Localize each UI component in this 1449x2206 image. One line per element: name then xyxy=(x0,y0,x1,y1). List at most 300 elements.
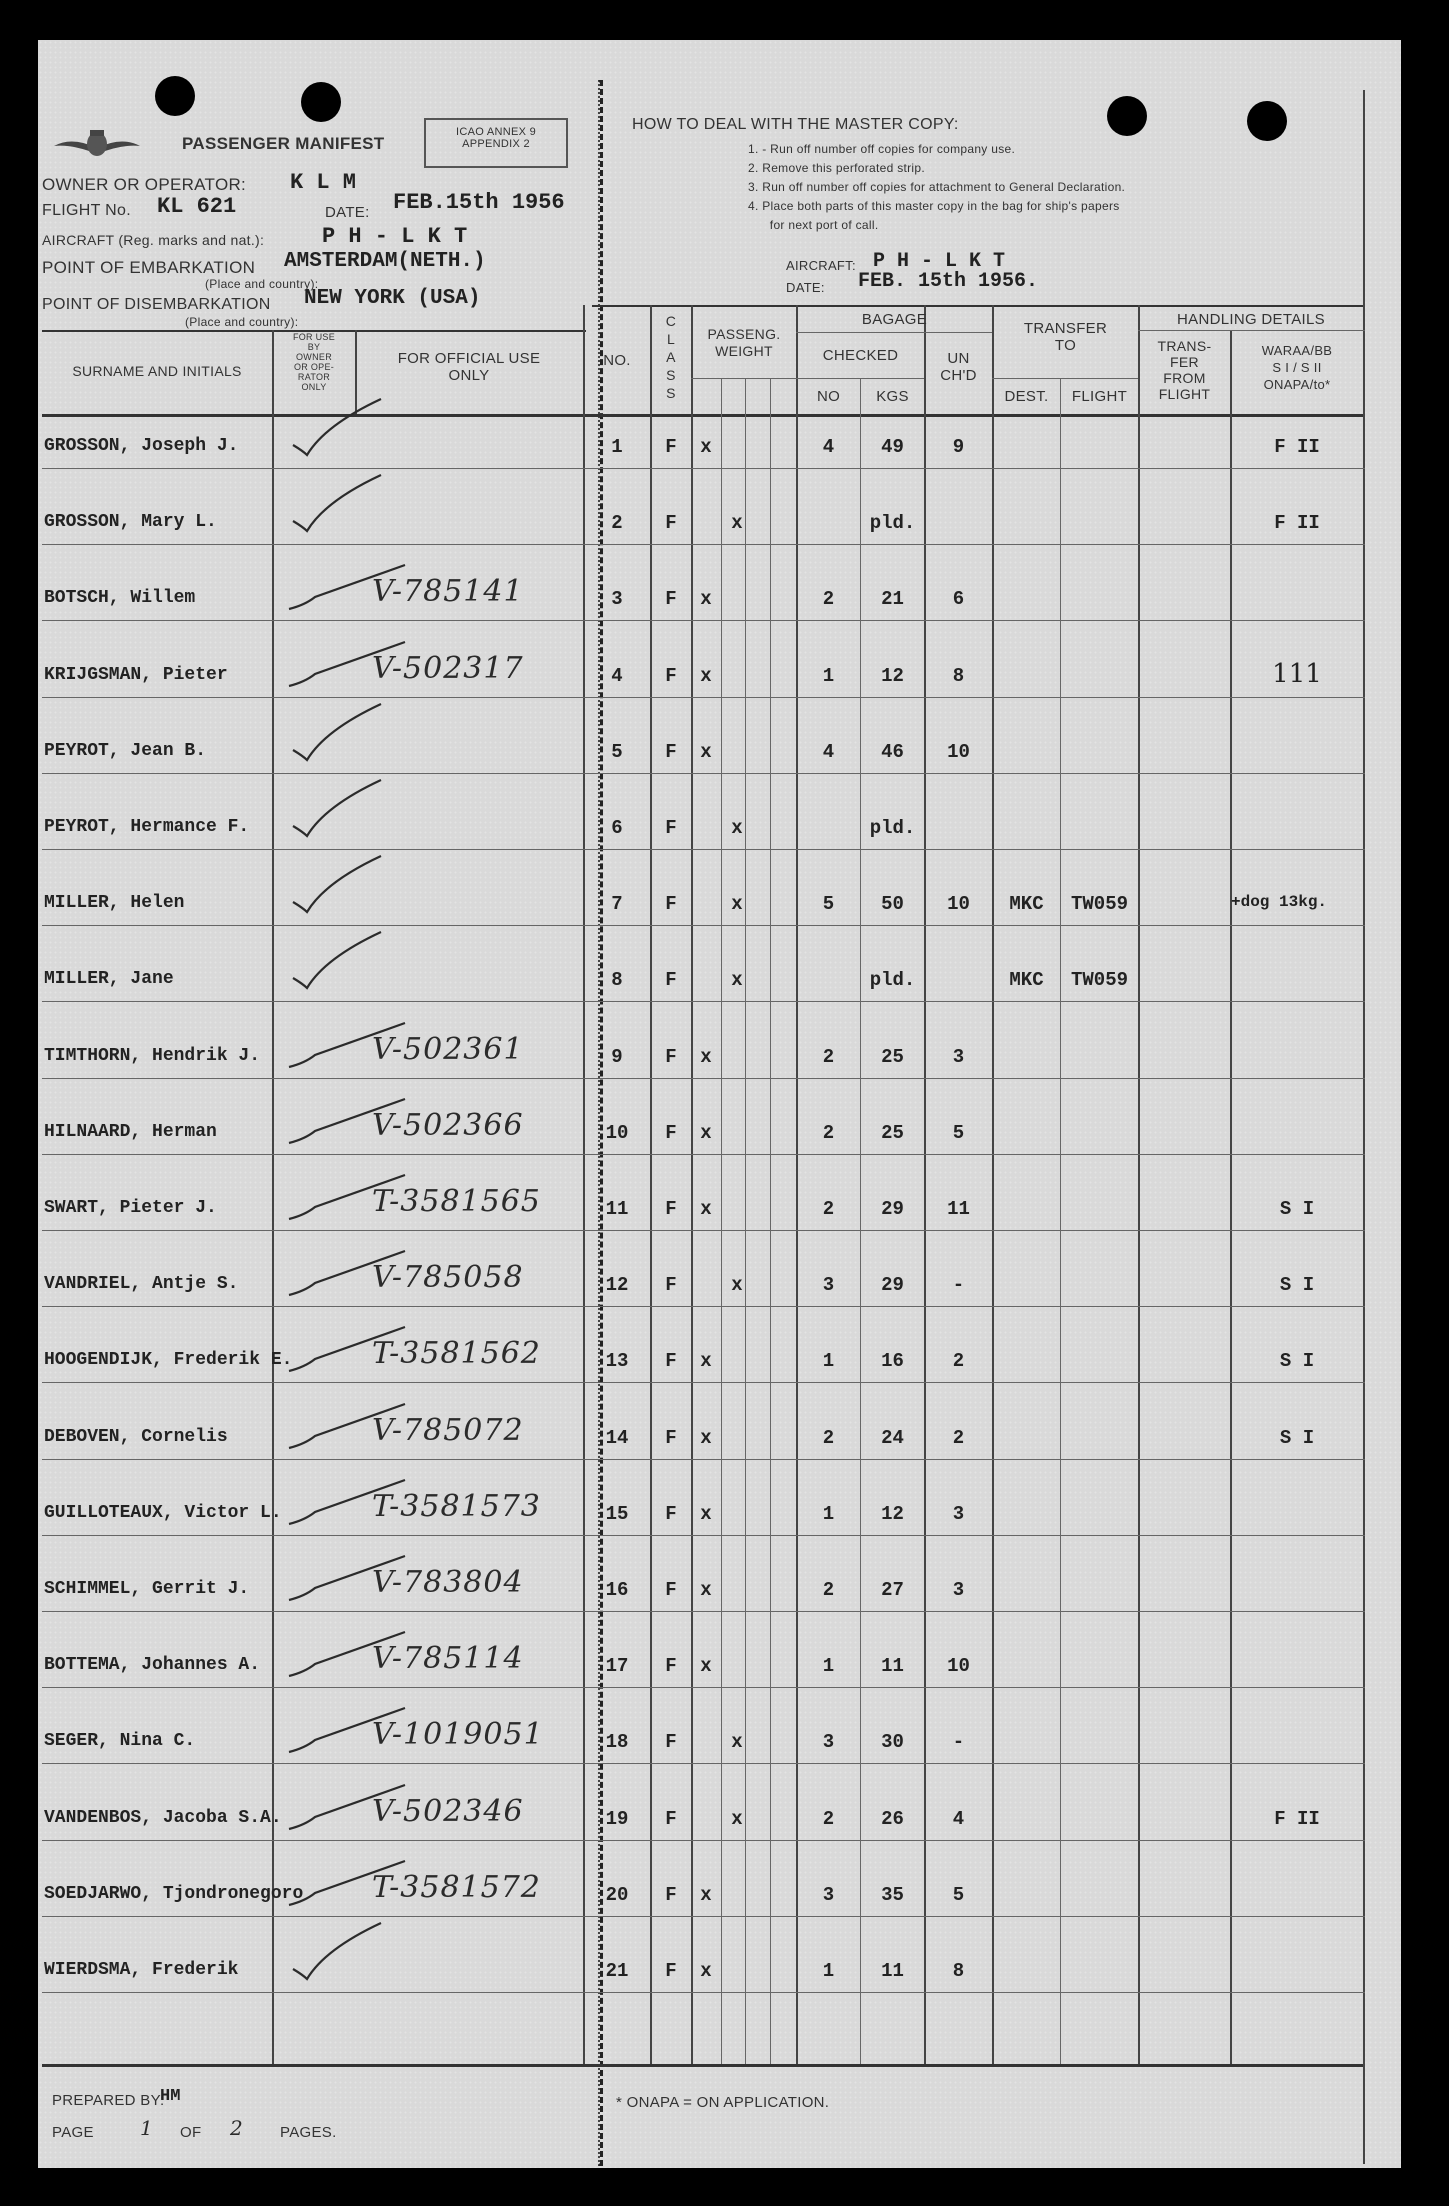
unchecked-kgs: 10 xyxy=(947,1655,970,1678)
col-handling: HANDLING DETAILS xyxy=(1177,311,1325,328)
bag-count: 2 xyxy=(822,588,835,611)
weight-mark: x xyxy=(731,512,743,535)
passenger-class: F xyxy=(665,969,677,992)
official-number: T-3581565 xyxy=(372,1184,541,1219)
flight-label: FLIGHT No. xyxy=(42,202,131,219)
passenger-no: 4 xyxy=(611,664,623,687)
master-step-1: 1. - Run off number off copies for company use. xyxy=(748,142,1016,156)
passenger-name: SEGER, Nina C. xyxy=(44,1731,196,1752)
row-divider xyxy=(42,1992,1365,1993)
row-divider xyxy=(42,468,1365,469)
row-divider xyxy=(42,1230,1365,1231)
official-number: V-785141 xyxy=(372,574,524,610)
passenger-class: F xyxy=(665,1807,677,1830)
bag-count: 4 xyxy=(822,740,835,763)
col-sep xyxy=(924,305,926,2064)
row-divider xyxy=(42,1763,1365,1764)
bag-kgs: 11 xyxy=(881,1655,904,1678)
handling-detail: +dog 13kg. xyxy=(1231,893,1328,912)
weight-mark: x xyxy=(731,1731,743,1754)
passenger-class: F xyxy=(665,1045,677,1068)
check-mark-icon xyxy=(285,1462,425,1532)
unchecked-kgs: 5 xyxy=(952,1883,965,1906)
passenger-name: GROSSON, Joseph J. xyxy=(44,436,239,456)
passenger-name: TIMTHORN, Hendrik J. xyxy=(44,1045,261,1066)
passenger-name: MILLER, Jane xyxy=(44,969,174,990)
col-sep xyxy=(583,305,585,2064)
passenger-name: GROSSON, Mary L. xyxy=(44,512,217,533)
bag-count: 1 xyxy=(822,1960,835,1982)
col-no: NO. xyxy=(603,352,631,369)
passenger-class: F xyxy=(665,1121,677,1144)
disembarkation-label: POINT OF DISEMBARKATION xyxy=(42,296,271,313)
check-mark-icon xyxy=(285,471,425,541)
passenger-name: VANDENBOS, Jacoba S.A. xyxy=(44,1807,282,1828)
row-divider xyxy=(42,849,1365,850)
bag-kgs: 12 xyxy=(881,1502,904,1525)
punch-hole xyxy=(301,82,341,122)
transfer-line: TO xyxy=(1054,337,1077,354)
passenger-name: BOTTEMA, Johannes A. xyxy=(44,1655,261,1676)
bag-kgs: 11 xyxy=(881,1960,904,1982)
date-value: FEB.15th 1956 xyxy=(393,190,565,215)
col-transfer-from xyxy=(1139,338,1230,402)
col-waraa xyxy=(1231,342,1363,393)
handling-rule xyxy=(1138,330,1365,331)
bag-kgs: 29 xyxy=(881,1198,904,1220)
col-sep xyxy=(796,305,798,2064)
row-divider xyxy=(42,620,1365,621)
bag-count: 3 xyxy=(822,1883,835,1906)
passenger-class: F xyxy=(665,1502,677,1525)
passenger-name: HILNAARD, Herman xyxy=(44,1121,217,1142)
official-number: T-3581562 xyxy=(372,1336,541,1372)
check-mark-icon xyxy=(285,1386,425,1456)
col-passeng-weight xyxy=(692,326,796,360)
waraa-line: ONAPA/to* xyxy=(1263,377,1331,392)
passenger-class: F xyxy=(665,1426,677,1449)
passenger-no: 16 xyxy=(605,1579,629,1601)
passenger-no: 20 xyxy=(605,1883,629,1906)
weight-line: WEIGHT xyxy=(715,343,773,359)
weight-mark: x xyxy=(700,1198,712,1220)
transfer-dest: MKC xyxy=(1009,969,1044,992)
passenger-class: F xyxy=(665,512,677,535)
aircraft-label: AIRCRAFT (Reg. marks and nat.): xyxy=(42,232,265,248)
col-checked: CHECKED xyxy=(822,347,899,364)
row-divider xyxy=(42,1078,1365,1079)
passenger-class: F xyxy=(665,893,677,916)
unchecked-kgs: 3 xyxy=(952,1045,965,1068)
owner-use-line: RATOR xyxy=(297,372,331,382)
mc-date-label: DATE: xyxy=(786,280,825,295)
master-step-3: 3. Run off number off copies for attachment to General Declaration. xyxy=(748,180,1126,194)
owner-use-line: OR OPE- xyxy=(293,362,335,372)
passenger-name: SCHIMMEL, Gerrit J. xyxy=(44,1579,250,1599)
passenger-no: 15 xyxy=(605,1502,629,1525)
weight-mark: x xyxy=(731,817,743,839)
bag-count: 3 xyxy=(822,1731,835,1754)
bag-count: 2 xyxy=(822,1807,835,1830)
col-surname: SURNAME AND INITIALS xyxy=(72,363,242,379)
check-mark-icon xyxy=(285,547,425,617)
passenger-no: 5 xyxy=(611,740,623,763)
bag-count: 2 xyxy=(822,1198,835,1220)
bag-count: 2 xyxy=(822,1579,835,1601)
row-divider xyxy=(42,1535,1365,1536)
embarkation-value: AMSTERDAM(NETH.) xyxy=(284,250,486,273)
passenger-class: F xyxy=(665,588,677,611)
bag-kgs: 21 xyxy=(881,588,904,611)
weight-mark: x xyxy=(700,1121,712,1144)
weight-mark: x xyxy=(700,1350,712,1373)
check-mark-icon xyxy=(285,776,425,846)
icao-line1: ICAO ANNEX 9 xyxy=(455,126,536,138)
row-divider xyxy=(42,1154,1365,1155)
check-mark-icon xyxy=(285,852,425,922)
punch-hole xyxy=(155,76,195,116)
class-letter: A xyxy=(666,349,676,365)
master-copy-title: HOW TO DEAL WITH THE MASTER COPY: xyxy=(632,116,959,133)
bag-kgs: 12 xyxy=(881,664,904,687)
waraa-line: WARAA/BB xyxy=(1261,343,1333,358)
class-letter: L xyxy=(666,331,676,347)
passenger-class: F xyxy=(665,1960,677,1982)
col-sep xyxy=(691,305,693,2064)
col-sep xyxy=(650,305,652,2064)
check-mark-icon xyxy=(285,1157,425,1227)
row-divider xyxy=(42,1916,1365,1917)
bag-kgs: 46 xyxy=(881,740,904,763)
passenger-no: 21 xyxy=(605,1960,629,1982)
check-mark-icon xyxy=(285,1614,425,1684)
unchecked-kgs: 8 xyxy=(952,664,965,687)
passenger-no: 18 xyxy=(605,1731,629,1754)
passenger-name: MILLER, Helen xyxy=(44,893,185,914)
bag-count: 3 xyxy=(822,1274,835,1297)
bag-kgs: 26 xyxy=(881,1807,904,1830)
weight-mark: x xyxy=(700,740,712,763)
passenger-class: F xyxy=(665,1198,677,1220)
embarkation-label: POINT OF EMBARKATION xyxy=(42,258,256,277)
checked-rule xyxy=(796,378,924,379)
passenger-no: 7 xyxy=(611,893,623,916)
col-unchd xyxy=(925,350,992,384)
passenger-no: 6 xyxy=(611,817,623,839)
col-owner-use xyxy=(273,332,355,392)
passenger-no: 2 xyxy=(611,512,623,535)
bag-kgs: 29 xyxy=(881,1274,904,1297)
official-number: V-783804 xyxy=(372,1565,524,1600)
check-mark-icon xyxy=(285,1309,425,1379)
bag-kgs: 25 xyxy=(881,1121,904,1144)
unchd-line: CH'D xyxy=(940,367,977,384)
flight-value: KL 621 xyxy=(157,194,237,219)
prepared-value: HM xyxy=(160,2087,181,2106)
owner-use-line: OWNER xyxy=(296,352,332,362)
table-top-right xyxy=(592,305,1365,307)
col-checked-kgs: KGS xyxy=(876,388,909,405)
bag-kgs: 50 xyxy=(881,893,904,916)
col-official xyxy=(356,350,582,384)
passenger-class: F xyxy=(665,817,677,839)
passenger-no: 9 xyxy=(611,1045,623,1068)
passenger-name: PEYROT, Hermance F. xyxy=(44,817,250,837)
master-step-2: 2. Remove this perforated strip. xyxy=(748,161,926,175)
official-line: ONLY xyxy=(448,367,490,384)
official-number: T-3581572 xyxy=(372,1869,541,1905)
aircraft-value: P H - L K T xyxy=(322,224,468,249)
col-checked-no: NO xyxy=(816,388,841,405)
passenger-no: 11 xyxy=(605,1198,629,1220)
unchecked-kgs: - xyxy=(952,1731,965,1754)
row-divider xyxy=(42,697,1365,698)
weight-mark: x xyxy=(700,1045,712,1068)
official-number: V-785072 xyxy=(372,1412,524,1448)
row-divider xyxy=(42,1611,1365,1612)
weight-mark: x xyxy=(700,1579,712,1601)
bag-kgs: 16 xyxy=(881,1350,904,1373)
weight-mark: x xyxy=(700,1883,712,1906)
row-divider xyxy=(42,1001,1365,1002)
official-number: V-502317 xyxy=(372,650,524,686)
unchecked-kgs: 6 xyxy=(952,588,965,611)
unchecked-kgs: 8 xyxy=(952,1960,965,1982)
row-divider xyxy=(42,925,1365,926)
unchecked-kgs: 11 xyxy=(947,1198,970,1220)
official-line: FOR OFFICIAL USE xyxy=(397,350,541,367)
passenger-name: GUILLOTEAUX, Victor L. xyxy=(44,1502,282,1523)
waraa-line: S I / S II xyxy=(1272,360,1322,375)
col-flight: FLIGHT xyxy=(1071,388,1128,405)
check-mark-icon xyxy=(285,1005,425,1075)
owner-label: OWNER OR OPERATOR: xyxy=(42,175,247,194)
weight-mark: x xyxy=(700,1655,712,1678)
bag-count: 2 xyxy=(822,1426,835,1449)
weight-line: PASSENG. xyxy=(707,326,781,342)
check-mark-icon xyxy=(285,395,425,465)
mc-aircraft-value: P H - L K T xyxy=(873,250,1006,273)
weight-mark: x xyxy=(700,436,712,458)
unchecked-kgs: 10 xyxy=(947,740,970,763)
bagage-rule xyxy=(796,332,992,333)
official-number: V-1019051 xyxy=(372,1717,544,1753)
bag-count: 2 xyxy=(822,1045,835,1068)
official-number: T-3581573 xyxy=(372,1488,541,1524)
master-step-4: 4. Place both parts of this master copy in the bag for ship's papers xyxy=(748,199,1120,213)
bag-kgs: pld. xyxy=(869,512,916,535)
weight-mark: x xyxy=(731,1274,743,1297)
check-mark-icon xyxy=(285,700,425,770)
unchecked-kgs: - xyxy=(952,1274,965,1297)
weight-mark: x xyxy=(700,1426,712,1449)
row-divider xyxy=(42,1687,1365,1688)
master-copy-steps xyxy=(748,140,1125,235)
passenger-name: BOTSCH, Willem xyxy=(44,588,196,609)
bag-count: 5 xyxy=(822,893,835,916)
onapa-note: * ONAPA = ON APPLICATION. xyxy=(616,2094,830,2111)
of-label: OF xyxy=(180,2124,202,2141)
weight-mark: x xyxy=(700,1960,712,1982)
manifest-title: PASSENGER MANIFEST xyxy=(182,134,385,153)
handling-detail: S I xyxy=(1279,1426,1315,1449)
passenger-class: F xyxy=(665,1350,677,1373)
tf-line: TRANS- xyxy=(1157,338,1212,354)
check-mark-icon xyxy=(285,1081,425,1151)
passenger-no: 12 xyxy=(605,1274,629,1297)
table-bottom-rule xyxy=(42,2064,1365,2067)
row-divider xyxy=(42,773,1365,774)
handling-detail: S I xyxy=(1279,1198,1315,1220)
owner-use-line: ONLY xyxy=(301,382,327,392)
passenger-class: F xyxy=(665,1274,677,1297)
row-divider xyxy=(42,544,1365,545)
pages-label: PAGES. xyxy=(280,2124,337,2141)
weight-mark: x xyxy=(700,664,712,687)
unchecked-kgs: 9 xyxy=(952,436,965,458)
bag-kgs: 35 xyxy=(881,1883,904,1906)
transfer-line: TRANSFER xyxy=(1023,320,1108,337)
col-transfer xyxy=(993,320,1138,354)
bag-kgs: 49 xyxy=(881,436,904,458)
bag-kgs: 30 xyxy=(881,1731,904,1754)
mc-aircraft-label: AIRCRAFT: xyxy=(786,258,856,273)
transfer-flight: TW059 xyxy=(1070,893,1128,916)
check-mark-icon xyxy=(285,624,425,694)
passenger-no: 8 xyxy=(611,969,623,992)
transfer-flight: TW059 xyxy=(1070,969,1128,992)
icao-line2: APPENDIX 2 xyxy=(462,138,530,150)
unchecked-kgs: 2 xyxy=(952,1426,965,1449)
disembarkation-value: NEW YORK (USA) xyxy=(304,287,481,310)
bag-count: 4 xyxy=(822,436,835,458)
official-number: V-502366 xyxy=(372,1107,524,1143)
passenger-name: WIERDSMA, Frederik xyxy=(44,1960,239,1980)
passenger-name: HOOGENDIJK, Frederik E. xyxy=(44,1350,293,1371)
handling-detail: F II xyxy=(1274,1807,1320,1830)
punch-hole xyxy=(1247,101,1287,141)
master-step-5: for next port of call. xyxy=(748,218,879,232)
passenger-no: 13 xyxy=(605,1350,629,1373)
col-sep xyxy=(770,378,771,2064)
passenger-class: F xyxy=(665,1883,677,1906)
bag-kgs: pld. xyxy=(869,817,916,839)
check-mark-icon xyxy=(285,1843,425,1913)
klm-crown-logo xyxy=(52,128,142,168)
transfer-rule xyxy=(992,378,1138,379)
passenger-no: 3 xyxy=(611,588,623,611)
punch-hole xyxy=(1107,96,1147,136)
passenger-class: F xyxy=(665,740,677,763)
prepared-label: PREPARED BY: xyxy=(52,2092,165,2109)
passenger-class: F xyxy=(665,1731,677,1754)
weight-rule xyxy=(691,378,796,379)
col-class xyxy=(651,312,691,402)
bag-count: 1 xyxy=(822,1655,835,1678)
unchecked-kgs: 2 xyxy=(952,1350,965,1373)
unchd-line: UN xyxy=(947,350,970,367)
owner-value: K L M xyxy=(290,170,357,195)
passenger-name: SOEDJARWO, Tjondronegoro xyxy=(44,1883,304,1904)
row-divider xyxy=(42,1840,1365,1841)
passenger-name: PEYROT, Jean B. xyxy=(44,740,207,761)
owner-use-line: BY xyxy=(307,342,321,352)
check-mark-icon xyxy=(285,1767,425,1837)
page-label: PAGE xyxy=(52,2124,94,2141)
bag-count: 1 xyxy=(822,1350,835,1373)
official-number: V-502346 xyxy=(372,1793,524,1829)
weight-mark: x xyxy=(731,1807,743,1830)
unchecked-kgs: 3 xyxy=(952,1579,965,1601)
bag-kgs: pld. xyxy=(869,969,916,992)
check-mark-icon xyxy=(285,1538,425,1608)
official-number: V-502361 xyxy=(372,1031,524,1067)
check-mark-icon xyxy=(285,1919,425,1989)
passenger-class: F xyxy=(665,664,677,687)
embarkation-hint: (Place and country): xyxy=(205,277,319,291)
class-letter: S xyxy=(666,367,676,383)
icao-box xyxy=(424,118,568,168)
unchecked-kgs: 10 xyxy=(947,893,970,916)
bag-kgs: 27 xyxy=(881,1579,904,1601)
weight-mark: x xyxy=(700,588,712,611)
col-sep xyxy=(1230,330,1232,2064)
weight-mark: x xyxy=(731,969,743,992)
handling-detail: 111 xyxy=(1272,658,1322,689)
col-sep xyxy=(992,305,994,2064)
bag-count: 1 xyxy=(822,1502,835,1525)
passenger-name: KRIJGSMAN, Pieter xyxy=(44,664,228,685)
col-sep xyxy=(721,378,722,2064)
official-number: V-785058 xyxy=(372,1260,524,1296)
weight-mark: x xyxy=(731,893,743,916)
passenger-no: 1 xyxy=(611,436,623,458)
passenger-no: 19 xyxy=(605,1807,629,1830)
check-mark-icon xyxy=(285,1690,425,1760)
col-sep xyxy=(1363,90,1365,2164)
passenger-name: SWART, Pieter J. xyxy=(44,1198,217,1218)
passenger-class: F xyxy=(665,436,677,458)
class-letter: S xyxy=(666,385,676,401)
col-bagage: BAGAGE xyxy=(861,311,928,328)
handling-detail: F II xyxy=(1274,512,1320,535)
check-mark-icon xyxy=(285,1233,425,1303)
passenger-no: 17 xyxy=(605,1655,629,1678)
tf-line: FLIGHT xyxy=(1158,386,1211,402)
passenger-no: 10 xyxy=(605,1121,629,1144)
tf-line: FROM xyxy=(1163,370,1206,386)
passenger-class: F xyxy=(665,1655,677,1678)
passenger-name: DEBOVEN, Cornelis xyxy=(44,1426,228,1447)
official-number: V-785114 xyxy=(372,1641,524,1677)
col-dest: DEST. xyxy=(1004,388,1049,405)
mc-date-value: FEB. 15th 1956. xyxy=(858,270,1039,293)
header-bottom-rule xyxy=(42,414,1365,417)
bag-count: 2 xyxy=(822,1121,835,1144)
disembarkation-hint: (Place and country): xyxy=(185,315,299,329)
tf-line: FER xyxy=(1170,354,1199,370)
check-mark-icon xyxy=(285,928,425,998)
passenger-name: VANDRIEL, Antje S. xyxy=(44,1274,239,1295)
passenger-class: F xyxy=(665,1579,677,1601)
handling-detail: F II xyxy=(1274,436,1320,458)
bag-count: 1 xyxy=(822,664,835,687)
bag-kgs: 25 xyxy=(881,1045,904,1068)
transfer-dest: MKC xyxy=(1009,893,1044,916)
handling-detail: S I xyxy=(1279,1274,1315,1297)
of-value: 2 xyxy=(230,2116,243,2140)
unchecked-kgs: 4 xyxy=(952,1807,965,1830)
